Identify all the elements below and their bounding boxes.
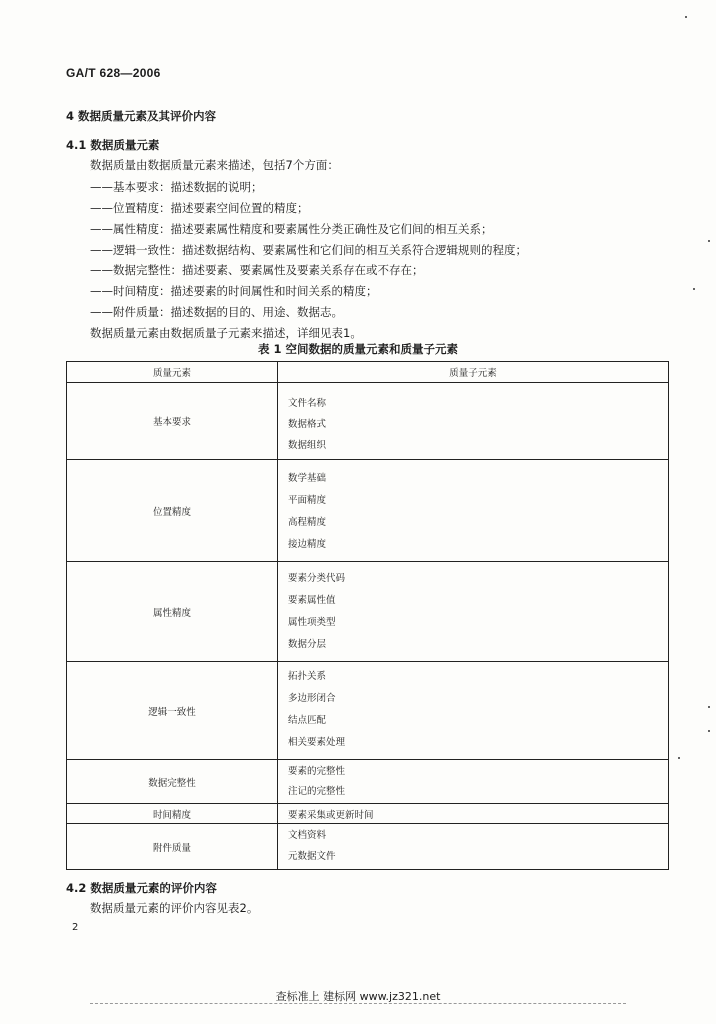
list-item: ——基本要求：描述数据的说明；: [90, 180, 263, 194]
scan-speck: [708, 706, 710, 708]
list-item: ——时间精度：描述要素的时间属性和时间关系的精度；: [90, 284, 378, 298]
subelement-cell: [278, 383, 669, 460]
subelement-item: 拓扑关系: [288, 671, 327, 682]
table-row: [67, 824, 669, 870]
subelement-item: 要素分类代码: [288, 573, 346, 584]
subelement-item: 结点匹配: [288, 715, 327, 726]
subelement-item: 高程精度: [288, 517, 327, 528]
subelement-item: 数据格式: [288, 419, 327, 430]
quality-elements-table: [66, 361, 669, 870]
subelement-cell: [278, 760, 669, 804]
subelement-item: 要素采集或更新时间: [288, 809, 374, 821]
subelement-item: 属性项类型: [288, 617, 336, 628]
element-cell: 逻辑一致性: [67, 662, 278, 760]
table-row: [67, 804, 669, 824]
standard-number: GA/T 628—2006: [66, 66, 161, 80]
subelement-item: 数据分层: [288, 639, 327, 650]
section-4-title: 4 数据质量元素及其评价内容: [66, 109, 217, 123]
subelement-item: 数学基础: [288, 473, 327, 484]
element-cell: 数据完整性: [67, 760, 278, 804]
table-row: [67, 760, 669, 804]
scan-speck: [708, 240, 710, 242]
section-4-1-title: 4.1 数据质量元素: [66, 138, 160, 152]
list-item: ——附件质量：描述数据的目的、用途、数据志。: [90, 305, 343, 319]
list-item: ——数据完整性：描述要素、要素属性及要素关系存在或不存在；: [90, 263, 424, 277]
subelement-item: 接边精度: [288, 539, 327, 550]
subelement-item: 要素的完整性: [288, 766, 346, 777]
element-cell: 时间精度: [67, 804, 278, 824]
element-cell: 属性精度: [67, 562, 278, 662]
element-cell: 附件质量: [67, 824, 278, 870]
table-caption: 表 1 空间数据的质量元素和质量子元素: [257, 342, 458, 356]
subelement-item: 数据组织: [288, 440, 327, 451]
scan-speck: [685, 16, 687, 18]
subelement-item: 多边形闭合: [288, 693, 336, 704]
table-row: [67, 662, 669, 760]
list-item: ——属性精度：描述要素属性精度和要素属性分类正确性及它们间的相互关系；: [90, 222, 493, 236]
column-header-subelement: 质量子元素: [278, 362, 669, 383]
scan-speck: [678, 757, 680, 759]
subelement-cell: [278, 804, 669, 824]
subelement-item: 相关要素处理: [288, 737, 346, 748]
subelement-cell: [278, 562, 669, 662]
subelement-item: 注记的完整性: [288, 786, 346, 797]
scan-speck: [708, 730, 710, 732]
footer-watermark: 查标准上 建标网 www.jz321.net: [275, 990, 441, 1003]
table-header-row: [67, 362, 669, 383]
column-header-element: 质量元素: [67, 362, 278, 383]
scan-speck: [693, 288, 695, 290]
section-4-2-title: 4.2 数据质量元素的评价内容: [66, 881, 217, 895]
table-row: [67, 460, 669, 562]
section-4-1-outro: 数据质量元素由数据质量子元素来描述，详细见表1。: [90, 326, 362, 340]
table-row: [67, 562, 669, 662]
element-cell: 位置精度: [67, 460, 278, 562]
subelement-cell: [278, 460, 669, 562]
section-4-1-intro: 数据质量由数据质量元素来描述，包括7个方面：: [90, 158, 339, 172]
section-4-2-text: 数据质量元素的评价内容见表2。: [90, 901, 259, 915]
subelement-item: 文档资料: [288, 830, 327, 841]
table-row: [67, 383, 669, 460]
subelement-item: 文件名称: [288, 398, 327, 409]
subelement-item: 元数据文件: [288, 851, 336, 862]
list-item: ——位置精度：描述要素空间位置的精度；: [90, 201, 309, 215]
subelement-cell: [278, 662, 669, 760]
subelement-item: 平面精度: [288, 495, 327, 506]
list-item: ——逻辑一致性：描述数据结构、要素属性和它们间的相互关系符合逻辑规则的程度；: [90, 243, 527, 257]
subelement-item: 要素属性值: [288, 595, 336, 606]
element-cell: 基本要求: [67, 383, 278, 460]
subelement-cell: [278, 824, 669, 870]
page-number: 2: [72, 922, 79, 933]
